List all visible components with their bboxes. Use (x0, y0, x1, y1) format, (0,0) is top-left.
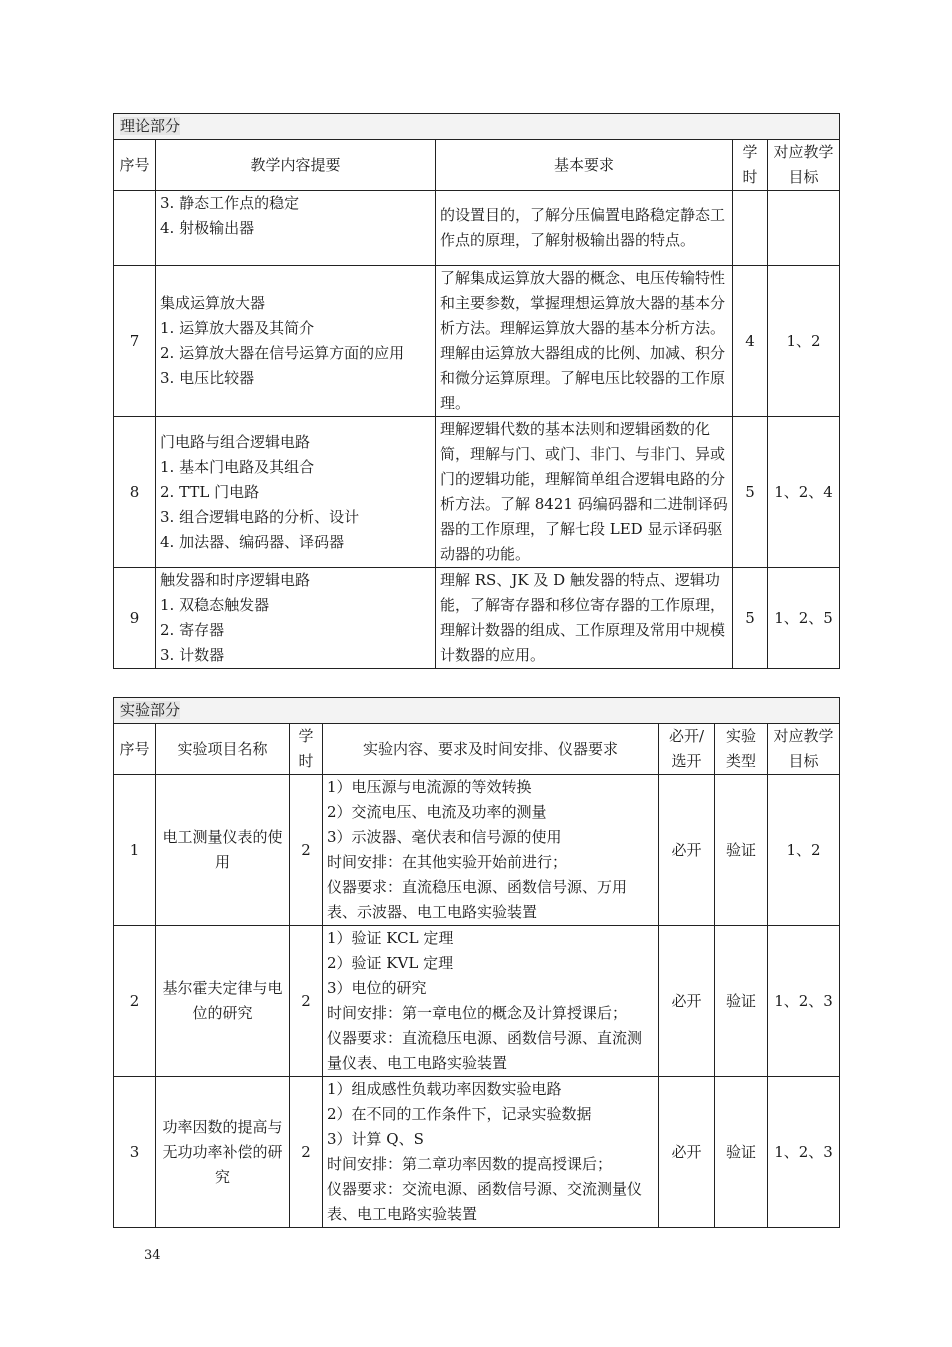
row-no (114, 191, 156, 266)
content-line: 1）验证 KCL 定理 (327, 929, 454, 947)
table-row (114, 926, 840, 1077)
content-line: 3. 静态工作点的稳定 (160, 194, 300, 212)
content-line: 时间安排：第一章电位的概念及计算授课后； (327, 1004, 628, 1022)
row-name: 功率因数的提高与无功功率补偿的研究 (156, 1077, 290, 1228)
header-name: 实验项目名称 (156, 724, 290, 775)
row-content (156, 568, 436, 669)
header-no: 序号 (114, 140, 156, 191)
content-line: 2. 寄存器 (160, 621, 225, 639)
row-name: 电工测量仪表的使用 (156, 775, 290, 926)
header-required: 必开/选开 (659, 724, 715, 775)
row-req: 理解 RS、JK 及 D 触发器的特点、逻辑功能，了解寄存器和移位寄存器的工作原理，理解计数器的组成、工作原理及常用中规模计数器的应用。 (436, 568, 733, 669)
row-type: 验证 (715, 926, 768, 1077)
theory-table (113, 113, 840, 669)
row-req: 了解集成运算放大器的概念、电压传输特性和主要参数，掌握理想运算放大器的基本分析方法。理解运算放大器的基本分析方法。理解由运算放大器组成的比例、加减、积分和微分运算原理。了解电压比较器的工作原理。 (436, 266, 733, 417)
content-line: 3）电位的研究 (327, 979, 427, 997)
header-req: 基本要求 (436, 140, 733, 191)
row-hours: 2 (290, 926, 323, 1077)
content-line: 2）验证 KVL 定理 (327, 954, 454, 972)
content-line: 触发器和时序逻辑电路 (160, 571, 311, 589)
content-line: 3. 电压比较器 (160, 369, 255, 387)
content-line: 2）交流电压、电流及功率的测量 (327, 803, 547, 821)
row-type: 验证 (715, 1077, 768, 1228)
content-line: 仪器要求：直流稳压电源、函数信号源、直流测量仪表、电工电路实验装置 (327, 1029, 643, 1072)
row-no: 2 (114, 926, 156, 1077)
page-number: 34 (144, 1248, 161, 1263)
content-line: 3）示波器、毫伏表和信号源的使用 (327, 828, 562, 846)
theory-header-row (114, 140, 840, 191)
row-goal: 1、2 (768, 775, 840, 926)
row-content (156, 417, 436, 568)
content-line: 1）组成感性负载功率因数实验电路 (327, 1080, 562, 1098)
row-required: 必开 (659, 775, 715, 926)
content-line: 门电路与组合逻辑电路 (160, 432, 311, 451)
content-line: 4. 射极输出器 (160, 219, 255, 237)
row-content (156, 191, 436, 266)
row-content (323, 775, 659, 926)
lab-header-row (114, 724, 840, 775)
content-line: 时间安排：第二章功率因数的提高授课后； (327, 1155, 613, 1173)
content-line: 时间安排：在其他实验开始前进行； (327, 853, 568, 871)
content-line: 仪器要求：交流电源、函数信号源、交流测量仪表、电工电路实验装置 (327, 1180, 643, 1223)
table-row (114, 191, 840, 266)
row-name: 基尔霍夫定律与电位的研究 (156, 926, 290, 1077)
row-req: 理解逻辑代数的基本法则和逻辑函数的化简，理解与门、或门、非门、与非门、异或门的逻辑功能，理解简单组合逻辑电路的分析方法。了解 8421 码编码器和二进制译码器的工作原理，了解七段 LED 显示译码驱动器的功能。 (436, 417, 733, 568)
row-hours (733, 191, 768, 266)
table-row (114, 1077, 840, 1228)
content-line: 1. 运算放大器及其简介 (160, 319, 315, 337)
lab-table (113, 697, 840, 1228)
row-hours: 5 (733, 568, 768, 669)
header-goal: 对应教学目标 (768, 724, 840, 775)
row-type: 验证 (715, 775, 768, 926)
content-line: 2）在不同的工作条件下，记录实验数据 (327, 1105, 592, 1123)
row-hours: 2 (290, 1077, 323, 1228)
row-goal: 1、2、5 (768, 568, 840, 669)
header-goal: 对应教学目标 (768, 140, 840, 191)
header-hours: 学时 (733, 140, 768, 191)
row-content (156, 266, 436, 417)
row-no: 3 (114, 1077, 156, 1228)
theory-section-row (114, 114, 840, 140)
row-goal: 1、2、4 (768, 417, 840, 568)
content-line: 2. 运算放大器在信号运算方面的应用 (160, 344, 405, 362)
table-row (114, 266, 840, 417)
content-line: 4. 加法器、编码器、译码器 (160, 532, 345, 551)
header-no: 序号 (114, 724, 156, 775)
content-line: 2. TTL 门电路 (160, 482, 260, 501)
row-goal (768, 191, 840, 266)
row-goal: 1、2 (768, 266, 840, 417)
row-no: 7 (114, 266, 156, 417)
lab-section-title: 实验部分 (114, 698, 840, 724)
row-hours: 4 (733, 266, 768, 417)
row-required: 必开 (659, 926, 715, 1077)
row-required: 必开 (659, 1077, 715, 1228)
content-line: 集成运算放大器 (160, 294, 266, 312)
content-line: 3. 计数器 (160, 646, 225, 664)
row-content (323, 926, 659, 1077)
content-line: 1）电压源与电流源的等效转换 (327, 778, 532, 796)
table-row (114, 775, 840, 926)
row-content (323, 1077, 659, 1228)
header-hours: 学时 (290, 724, 323, 775)
row-req: 的设置目的，了解分压偏置电路稳定静态工作点的原理，了解射极输出器的特点。 (436, 191, 733, 266)
row-goal: 1、2、3 (768, 1077, 840, 1228)
table-row (114, 568, 840, 669)
content-line: 3. 组合逻辑电路的分析、设计 (160, 507, 360, 526)
row-no: 8 (114, 417, 156, 568)
content-line: 3）计算 Q、S (327, 1130, 424, 1148)
lab-section-row (114, 698, 840, 724)
header-content: 教学内容提要 (156, 140, 436, 191)
row-hours: 5 (733, 417, 768, 568)
table-row (114, 417, 840, 568)
content-line: 1. 双稳态触发器 (160, 596, 270, 614)
content-line: 1. 基本门电路及其组合 (160, 457, 315, 476)
content-line: 仪器要求：直流稳压电源、函数信号源、万用表、示波器、电工电路实验装置 (327, 878, 628, 921)
row-no: 9 (114, 568, 156, 669)
header-content: 实验内容、要求及时间安排、仪器要求 (323, 724, 659, 775)
row-hours: 2 (290, 775, 323, 926)
row-goal: 1、2、3 (768, 926, 840, 1077)
header-type: 实验类型 (715, 724, 768, 775)
theory-section-title: 理论部分 (114, 114, 840, 140)
row-no: 1 (114, 775, 156, 926)
